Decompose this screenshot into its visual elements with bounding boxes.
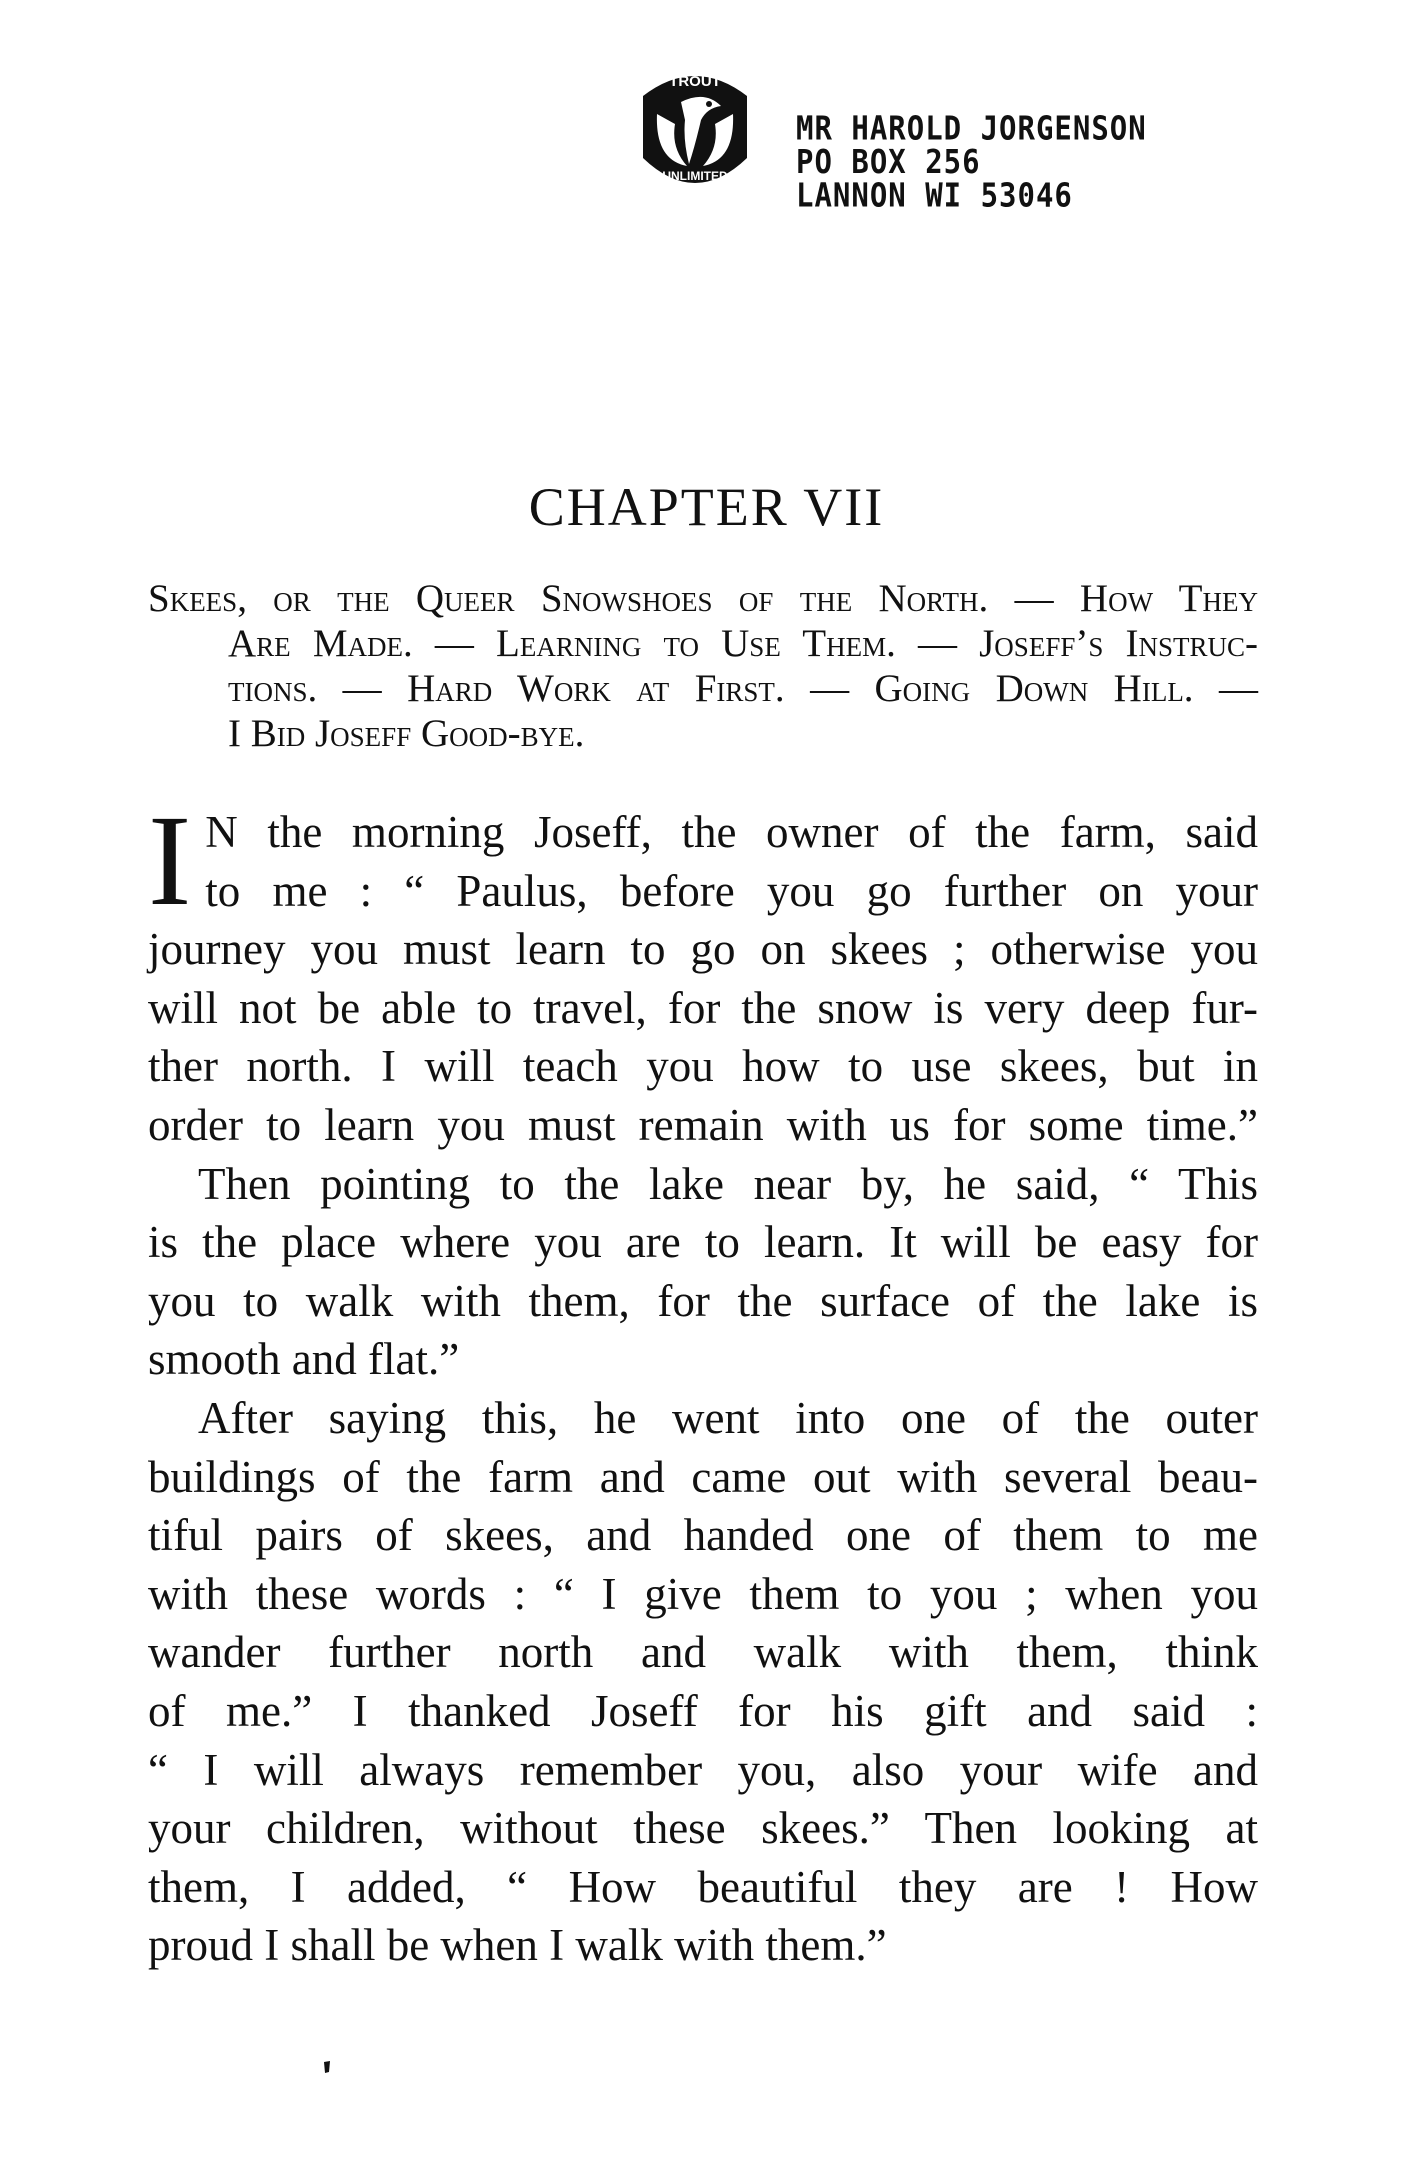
ink-speck-icon — [322, 2060, 332, 2074]
text-line: ther north. I will teach you how to use skees, but in — [148, 1041, 1258, 1092]
text-line: “ I will always remember you, also your wife and — [148, 1744, 1258, 1795]
logo-bottom-text: UNLIMITED — [662, 169, 728, 183]
paragraph-2 — [148, 1155, 1258, 1389]
text-line: journey you must learn to go on skees ; otherwise you — [148, 924, 1258, 975]
synopsis-line: tions. — Hard Work at First. — Going Down Hill. — — [228, 667, 1258, 710]
chapter-body — [148, 789, 1258, 1975]
text-line: tiful pairs of skees, and handed one of them to me — [148, 1510, 1258, 1561]
chapter-synopsis — [148, 576, 1258, 756]
text-line: will not be able to travel, for the snow is very deep fur- — [148, 982, 1258, 1033]
text-line: N the morning Joseff, the owner of the farm, said — [205, 807, 1258, 857]
trout-unlimited-logo — [635, 62, 755, 202]
address-line: LANNON WI 53046 — [796, 175, 1073, 215]
paragraph-1 — [148, 789, 1258, 1155]
address-line: MR HAROLD JORGENSON — [796, 108, 1147, 148]
text-line: to me : “ Paulus, before you go further on your — [205, 865, 1258, 916]
text-line: is the place where you are to learn. It will be easy for — [148, 1217, 1258, 1268]
text-line: After saying this, he went into one of the outer — [198, 1392, 1258, 1443]
synopsis-line: I Bid Joseff Good-bye. — [228, 712, 585, 755]
text-line: Then pointing to the lake near by, he said, “ This — [198, 1158, 1258, 1209]
text-line: you to walk with them, for the surface of the lake is — [148, 1275, 1258, 1326]
synopsis-line: Skees, or the Queer Snowshoes of the North. — How They — [148, 577, 1258, 620]
text-line: proud I shall be when I walk with them.” — [148, 1920, 887, 1971]
chapter-title: CHAPTER VII — [528, 477, 885, 537]
text-line: smooth and flat.” — [148, 1334, 460, 1385]
trout-logo-icon — [635, 62, 755, 202]
logo-top-text: TROUT — [669, 73, 721, 90]
drop-cap: I — [148, 789, 192, 933]
text-line: wander further north and walk with them, think — [148, 1627, 1258, 1678]
text-line: your children, without these skees.” Then looking at — [148, 1803, 1258, 1854]
mailing-address — [796, 108, 1147, 215]
address-line: PO BOX 256 — [796, 141, 981, 181]
text-line: of me.” I thanked Joseff for his gift and said : — [148, 1685, 1258, 1736]
text-line: order to learn you must remain with us for some time.” — [148, 1099, 1258, 1150]
text-line: buildings of the farm and came out with several beau- — [148, 1451, 1258, 1502]
text-line: with these words : “ I give them to you ; when you — [148, 1568, 1258, 1619]
paragraph-3 — [148, 1389, 1258, 1975]
text-line: them, I added, “ How beautiful they are ! How — [148, 1861, 1258, 1912]
synopsis-line: Are Made. — Learning to Use Them. — Joseff’s Instruc- — [228, 622, 1258, 665]
